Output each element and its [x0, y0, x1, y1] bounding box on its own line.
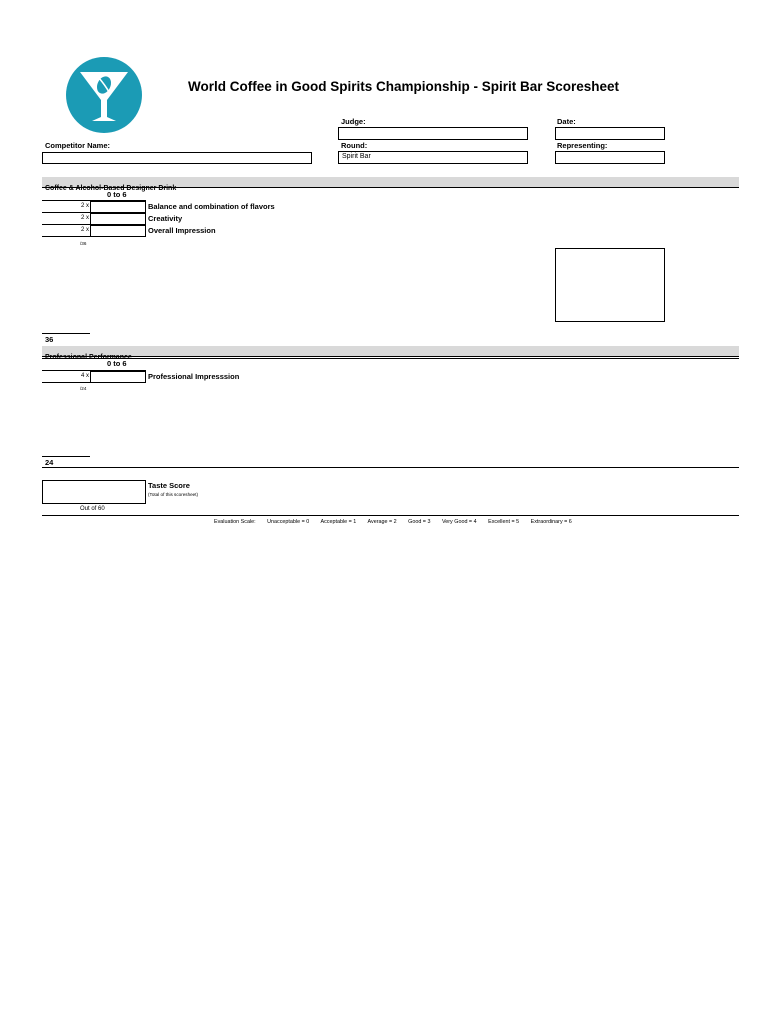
scale-item: Average = 2: [367, 519, 397, 525]
round-label: Round:: [341, 141, 368, 150]
section-header-professional-performance: [42, 346, 739, 361]
divider: [42, 212, 90, 213]
notes-box[interactable]: [555, 248, 665, 322]
criterion-label: Creativity: [148, 214, 183, 223]
scale-item: Extraordinary = 6: [530, 519, 572, 525]
score-input-overall[interactable]: [90, 225, 146, 237]
scale-item: Very Good = 4: [441, 519, 477, 525]
scale-label: Evaluation Scale:: [214, 519, 256, 525]
scale-header: 0 to 6: [107, 190, 127, 199]
judge-label: Judge:: [341, 117, 366, 126]
taste-score-box[interactable]: [42, 480, 146, 504]
competitor-name-field[interactable]: [42, 152, 312, 164]
martini-glass-coffee-bean-icon: [66, 57, 142, 133]
divider: [42, 456, 90, 457]
judge-field[interactable]: [338, 127, 528, 140]
section-total: 24: [45, 458, 54, 467]
max-note: /24: [80, 386, 87, 391]
date-field[interactable]: [555, 127, 665, 140]
scale-header: 0 to 6: [107, 359, 127, 368]
scale-item: Good = 3: [408, 519, 431, 525]
section-title: Professional Performance: [45, 354, 132, 361]
section-title: Coffee & Alcohol-Based Designer Drink: [45, 185, 177, 192]
section-header-designer-drink: [42, 177, 739, 192]
criterion-label: Overall Impression: [148, 226, 216, 235]
date-label: Date:: [557, 117, 576, 126]
representing-field[interactable]: [555, 151, 665, 164]
competitor-name-label: Competitor Name:: [45, 141, 111, 150]
divider: [42, 236, 90, 237]
divider: [42, 224, 90, 225]
multiplier: 2 x: [80, 227, 89, 233]
representing-label: Representing:: [557, 141, 608, 150]
evaluation-scale: [214, 519, 582, 525]
multiplier: 2 x: [80, 203, 89, 209]
score-input-professional[interactable]: [90, 371, 146, 383]
score-input-balance[interactable]: [90, 201, 146, 213]
page-title: World Coffee in Good Spirits Championship - Spirit Bar Scoresheet: [188, 79, 620, 94]
multiplier: 4 x: [80, 373, 89, 379]
divider: [42, 382, 90, 383]
score-input-creativity[interactable]: [90, 213, 146, 225]
divider: [42, 515, 739, 516]
multiplier: 2 x: [80, 215, 89, 221]
round-field[interactable]: Spirit Bar: [338, 151, 528, 164]
divider: [42, 358, 739, 359]
criterion-label: Professional Impresssion: [148, 372, 240, 381]
taste-score-label: Taste Score: [148, 481, 190, 490]
scale-item: Excellent = 5: [488, 519, 520, 525]
divider: [42, 467, 739, 468]
scale-item: Acceptable = 1: [320, 519, 357, 525]
divider: [42, 333, 90, 334]
criterion-label: Balance and combination of flavors: [148, 202, 275, 211]
taste-score-sublabel: (Total of this scoresheet): [148, 492, 199, 497]
scale-item: Unacceptable = 0: [267, 519, 310, 525]
section-total: 36: [45, 335, 54, 344]
max-note: /36: [80, 241, 87, 246]
out-of-label: Out of 60: [80, 506, 105, 512]
